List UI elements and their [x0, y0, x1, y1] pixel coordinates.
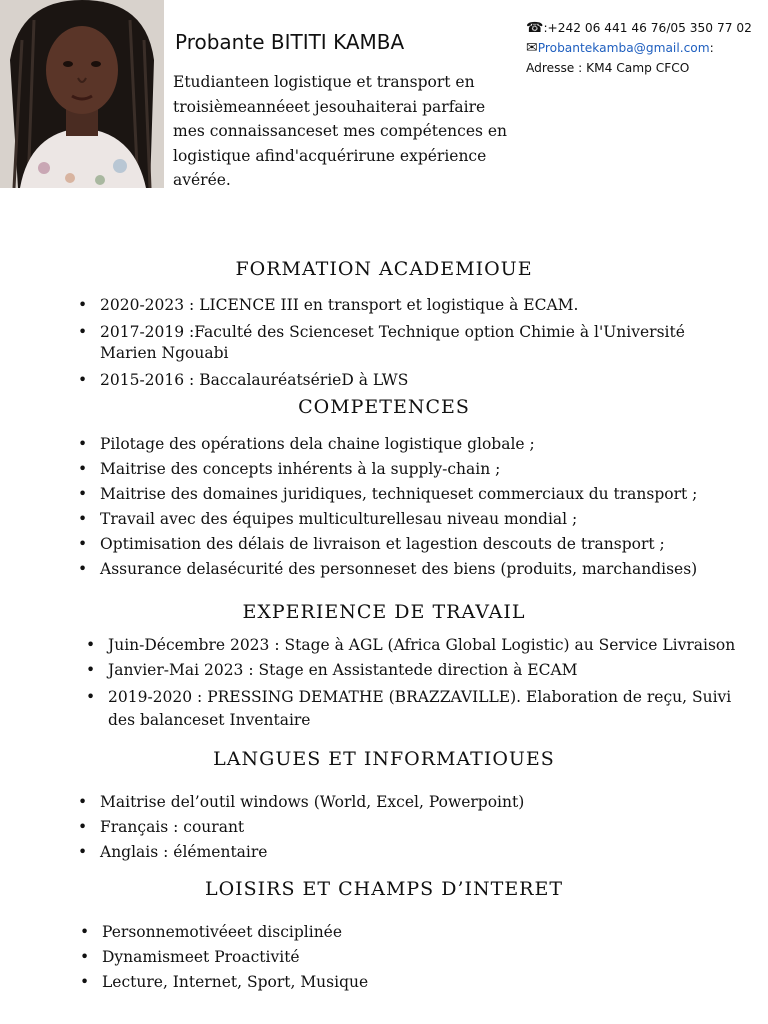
address: Adresse : KM4 Camp CFCO — [526, 61, 690, 75]
competences-list — [78, 432, 758, 582]
list-item: • Maitrise des domaines juridiques, techniqueset commerciaux du transport ; — [78, 482, 758, 507]
list-item: • Travail avec des équipes multiculturellesau niveau mondial ; — [78, 507, 758, 532]
list-item: • 2017-2019 :Faculté des Scienceset Technique option Chimie à l'Université Marien Ngouabi — [78, 323, 685, 362]
bullet-icon: • — [78, 485, 88, 503]
mail-icon: ✉ — [526, 40, 538, 56]
formation-list — [78, 295, 718, 391]
loisirs-list — [80, 920, 720, 995]
bullet-icon: • — [78, 460, 88, 478]
candidate-name: Probante BITITI KAMBA — [175, 30, 405, 54]
list-item: • Anglais : élémentaire — [78, 840, 718, 865]
list-item: • Janvier-Mai 2023 : Stage en Assistantede direction à ECAM — [86, 659, 746, 682]
contact-block — [526, 18, 766, 78]
profile-summary: Etudianteen logistique et transport en troisièmeannéeet jesouhaiterai parfaire mes connaissanceset mes compétences en logistique afind'acquérirune expérience avérée. — [173, 73, 508, 189]
email-suffix: : — [709, 41, 714, 55]
portrait-image — [0, 0, 164, 188]
bullet-icon: • — [78, 560, 88, 578]
list-item: • Français : courant — [78, 815, 718, 840]
section-title-langues: LANGUES ET INFORMATIOUES — [213, 748, 555, 768]
bullet-icon: • — [78, 843, 88, 861]
bullet-icon: • — [78, 323, 88, 341]
bullet-icon: • — [78, 371, 88, 389]
bullet-icon: • — [78, 535, 88, 553]
section-title-competences: COMPETENCES — [298, 396, 470, 418]
bullet-icon: • — [86, 661, 96, 679]
section-title-experience: EXPERIENCE DE TRAVAIL — [242, 601, 526, 623]
list-item: • Lecture, Internet, Sport, Musique — [80, 970, 720, 995]
langues-list — [78, 790, 718, 865]
section-title-loisirs: LOISIRS ET CHAMPS D’INTERET — [204, 878, 564, 900]
list-item: • Dynamismeet Proactivité — [80, 945, 720, 970]
bullet-icon: • — [78, 296, 88, 314]
phone-icon: ☎ — [526, 20, 544, 36]
experience-list — [86, 634, 746, 732]
list-item: • Assurance delasécurité des personneset des biens (produits, marchandises) — [78, 557, 758, 582]
bullet-icon: • — [86, 636, 96, 654]
bullet-icon: • — [86, 688, 96, 706]
list-item: • Juin-Décembre 2023 : Stage à AGL (Africa Global Logistic) au Service Livraison — [86, 634, 746, 657]
list-item: • 2019-2020 : PRESSING DEMATHE (BRAZZAVILLE). Elaboration de reçu, Suivi des balanceset Inventaire — [86, 688, 732, 729]
profile-photo — [0, 0, 164, 188]
list-item: • 2020-2023 : LICENCE III en transport et logistique à ECAM. — [78, 296, 579, 314]
list-item: • Optimisation des délais de livraison et lagestion descouts de transport ; — [78, 532, 758, 557]
list-item: • Maitrise des concepts inhérents à la supply-chain ; — [78, 457, 758, 482]
phone-number: :+242 06 441 46 76/05 350 77 02 — [543, 21, 752, 35]
list-item: • Pilotage des opérations dela chaine logistique globale ; — [78, 432, 758, 457]
email-link[interactable]: Probantekamba@gmail.com — [537, 41, 710, 55]
bullet-icon: • — [80, 923, 90, 941]
bullet-icon: • — [78, 435, 88, 453]
list-item: • Maitrise del’outil windows (World, Excel, Powerpoint) — [78, 790, 718, 815]
section-title-formation: FORMATION ACADEMIOUE — [235, 258, 533, 280]
bullet-icon: • — [78, 793, 88, 811]
list-item: • 2015-2016 : BaccalauréatsérieD à LWS — [78, 371, 409, 389]
bullet-icon: • — [78, 818, 88, 836]
bullet-icon: • — [80, 973, 90, 991]
bullet-icon: • — [78, 510, 88, 528]
list-item: • Personnemotivéeet disciplinée — [80, 920, 720, 945]
bullet-icon: • — [80, 948, 90, 966]
